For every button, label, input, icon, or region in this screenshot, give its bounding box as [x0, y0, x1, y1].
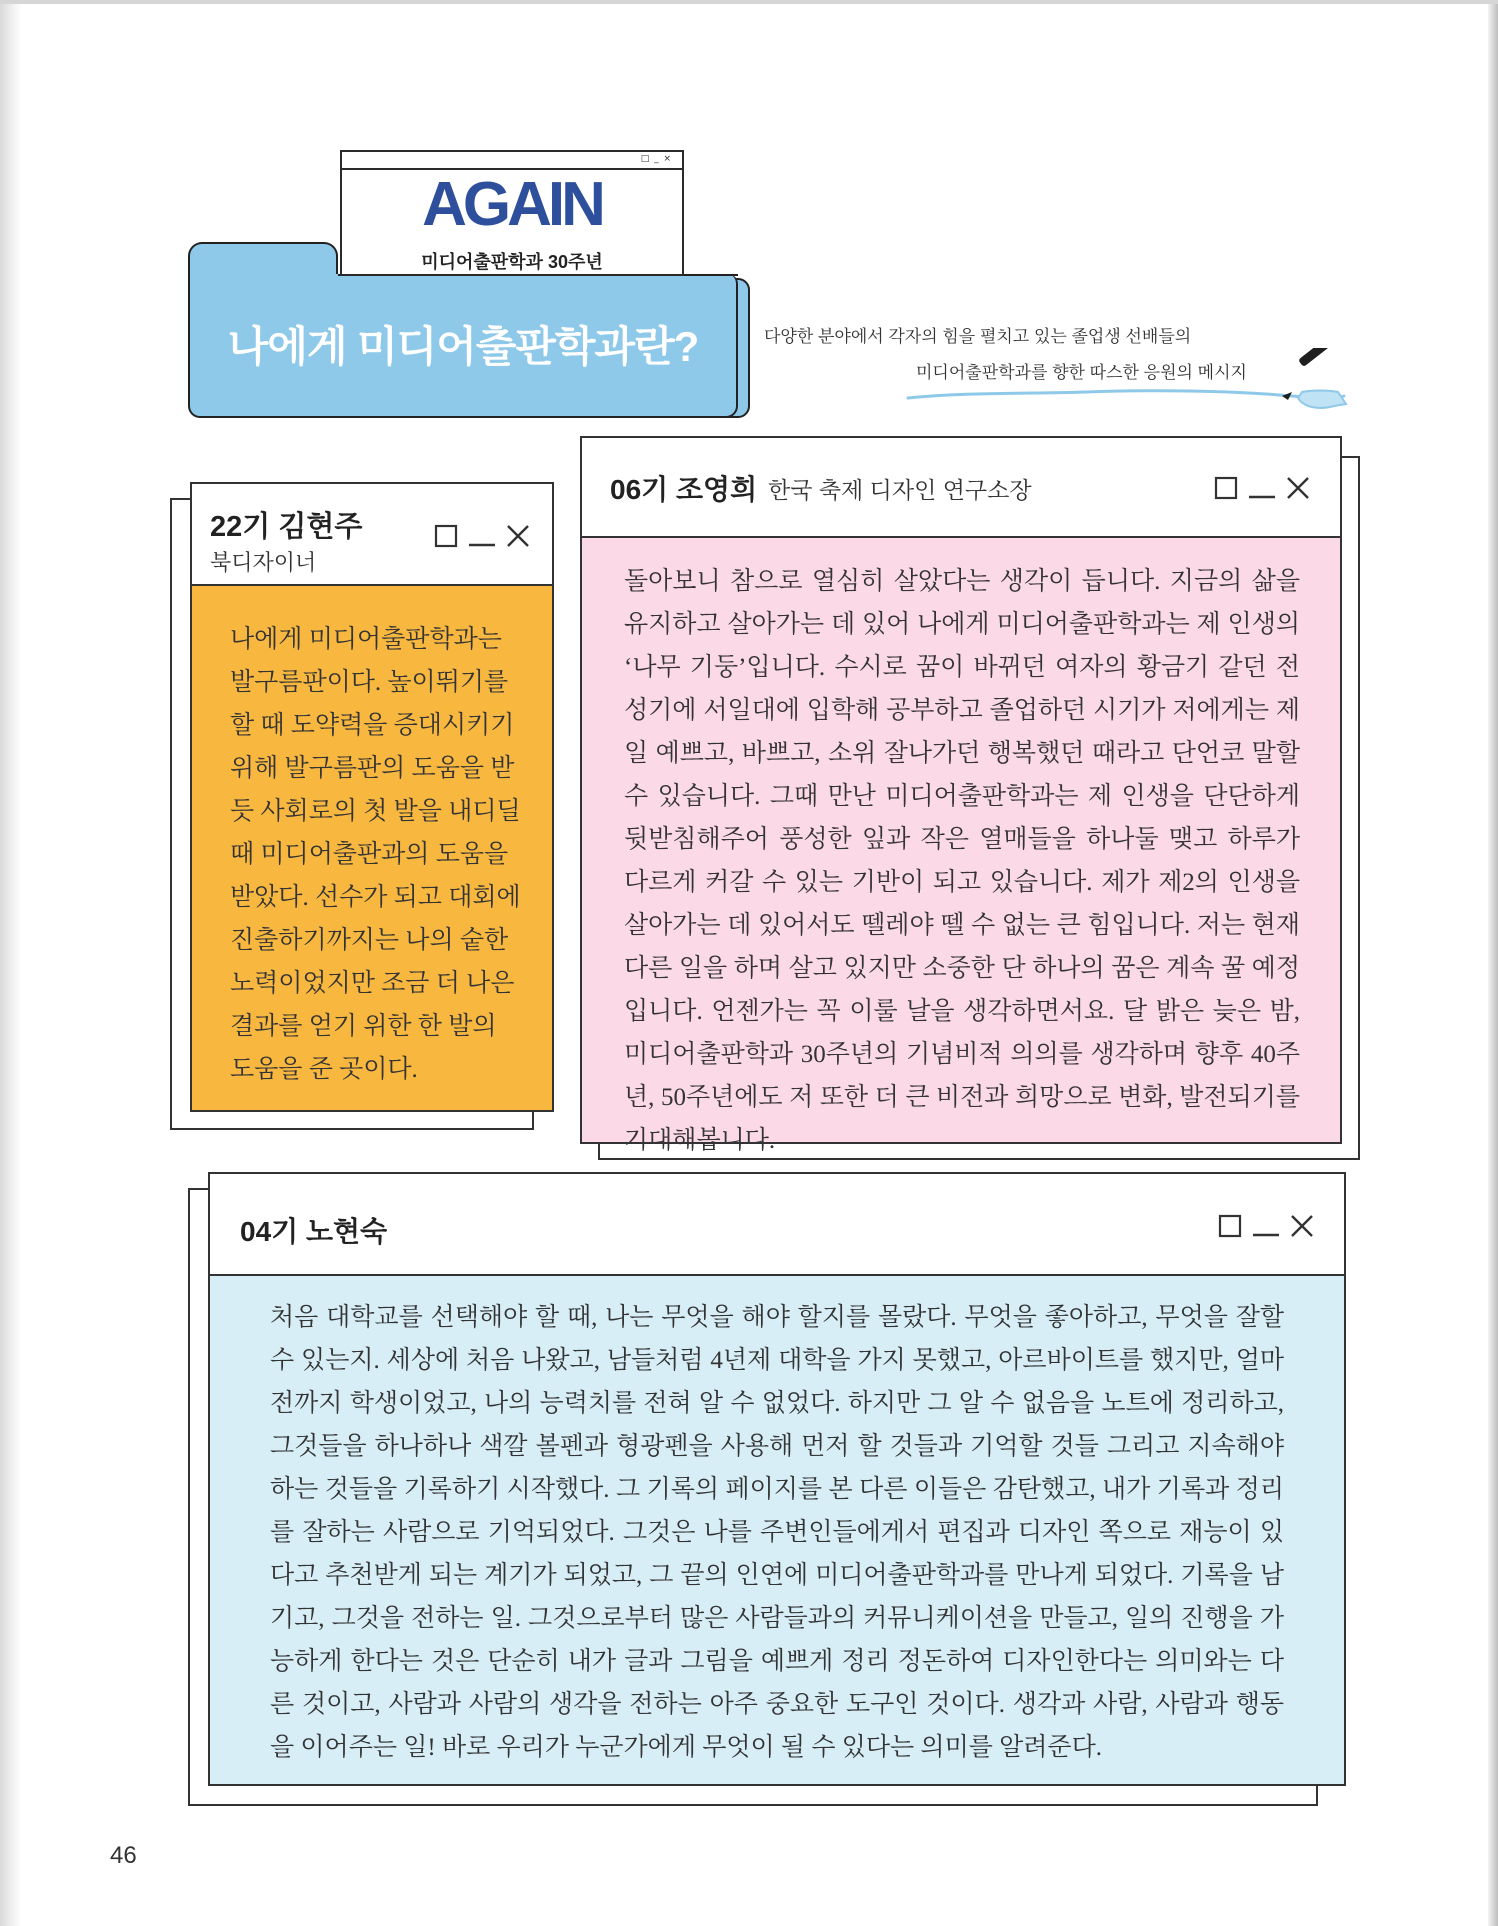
again-logo: AGAIN — [422, 170, 602, 239]
page-edge-left — [0, 0, 22, 1926]
page-number: 46 — [110, 1842, 137, 1869]
title-folder — [188, 274, 738, 418]
minimize-icon — [1252, 1214, 1280, 1238]
page-title: 나에게 미디어출판학과란? — [227, 323, 699, 370]
again-window-bar — [342, 152, 682, 170]
maximize-icon — [434, 524, 458, 548]
anniversary-subtitle: 미디어출판학과 30주년 — [421, 252, 603, 272]
window-controls — [1218, 1214, 1314, 1238]
header-caption-line2: 미디어출판학과를 향한 따스한 응원의 메시지 — [916, 363, 1247, 382]
testimonial-window-noh — [208, 1172, 1346, 1786]
maximize-icon — [1218, 1214, 1242, 1238]
window-header — [192, 484, 552, 586]
again-logo-window — [340, 150, 684, 276]
testimonial-text: 처음 대학교를 선택해야 할 때, 나는 무엇을 해야 할지를 몰랐다. 무엇을 좋아하고, 무엇을 잘할 수 있는지. 세상에 처음 나왔고, 남들처럼 4년제 대학을 가지 못했고, 아르바이트를 했지만, 얼마 전까지 학생이었고, 나의 능력치를 전혀 알 수 없었다. 하지만 그 알 수 없음을 노트에 정리하고, 그것들을 하나하나 색깔 볼펜과 형광펜을 사용해 먼저 할 것들과 기억할 것들 그리고 지속해야 하는 것들을 기록하기 시작했다. 그 기록의 페이지를 본 다른 이들은 감탄했고, 내가 기록과 정리를 잘하는 사람으로 기억되었다. 그것은 나를 주변인들에게서 편집과 디자인 쪽으로 재능이 있다고 추천받게 되는 계기가 되었고, 그 끝의 인연에 미디어출판학과를 만나게 되었다. 기록을 남기고, 그것을 전하는 일. 그것으로부터 많은 사람들과의 커뮤니케이션을 만들고, 일의 진행을 가능하게 한다는 것은 단순히 내가 글과 그림을 예쁘게 정리 정돈하여 디자인한다는 의미와는 다른 것이고, 사람과 사람의 생각을 전하는 아주 중요한 도구인 것이다. 생각과 사람, 사람과 행동을 이어주는 일! 바로 우리가 누군가에게 무엇이 될 수 있다는 의미를 알려준다. — [210, 1276, 1344, 1784]
testimonial-text: 나에게 미디어출판학과는 발구름판이다. 높이뛰기를 할 때 도약력을 증대시키기 위해 발구름판의 도움을 받듯 사회로의 첫 발을 내디딜 때 미디어출판과의 도움을 받았다. 선수가 되고 대회에 진출하기까지는 나의 숱한 노력이었지만 조금 더 나은 결과를 얻기 위한 한 발의 도움을 준 곳이다. — [192, 586, 552, 1110]
graduate-role: 북디자이너 — [210, 550, 317, 575]
header-caption-line1: 다양한 분야에서 각자의 힘을 펼치고 있는 졸업생 선배들의 — [764, 327, 1192, 346]
testimonial-text: 돌아보니 참으로 열심히 살았다는 생각이 듭니다. 지금의 삶을 유지하고 살아가는 데 있어 나에게 미디어출판학과는 제 인생의 ‘나무 기둥’입니다. 수시로 꿈이 바뀌던 여자의 황금기 같던 전성기에 서일대에 입학해 공부하고 졸업하던 시기가 저에게는 제일 예쁘고, 바쁘고, 소위 잘나가던 행복했던 때라고 단언코 말할 수 있습니다. 그때 만난 미디어출판학과는 제 인생을 단단하게 뒷받침해주어 풍성한 잎과 작은 열매들을 하나둘 맺고 하루가 다르게 커갈 수 있는 기반이 되고 있습니다. 제가 제2의 인생을 살아가는 데 있어서도 뗄레야 뗄 수 없는 큰 힘입니다. 저는 현재 다른 일을 하며 살고 있지만 소중한 단 하나의 꿈은 계속 꿀 예정입니다. 언젠가는 꼭 이룰 날을 생각하면서요. 달 밝은 늦은 밤, 미디어출판학과 30주년의 기념비적 의의를 생각하며 향후 40주년, 50주년에도 저 또한 더 큰 비전과 희망으로 변화, 발전되기를 기대해봅니다. — [582, 538, 1340, 1142]
window-header — [582, 438, 1340, 538]
page-edge-top — [0, 0, 1498, 4]
graduate-name: 22기 김현주 — [210, 511, 363, 543]
close-icon — [1286, 476, 1310, 500]
close-icon — [1290, 1214, 1314, 1238]
page-edge-right — [1488, 0, 1498, 1926]
maximize-icon — [1214, 476, 1238, 500]
pen-icon — [1268, 348, 1350, 412]
minimize-icon — [468, 524, 496, 548]
testimonial-window-cho — [580, 436, 1342, 1154]
close-icon — [506, 524, 530, 548]
window-controls — [434, 524, 530, 548]
testimonial-window-kim — [190, 482, 554, 1112]
graduate-name: 06기 조영희 — [610, 474, 758, 505]
graduate-role: 한국 축제 디자인 연구소장 — [768, 477, 1032, 503]
window-controls — [1214, 476, 1310, 500]
window-header — [210, 1174, 1344, 1276]
graduate-name: 04기 노현숙 — [240, 1216, 388, 1247]
window-mini-controls: □ _ × — [640, 154, 672, 164]
minimize-icon — [1248, 476, 1276, 500]
